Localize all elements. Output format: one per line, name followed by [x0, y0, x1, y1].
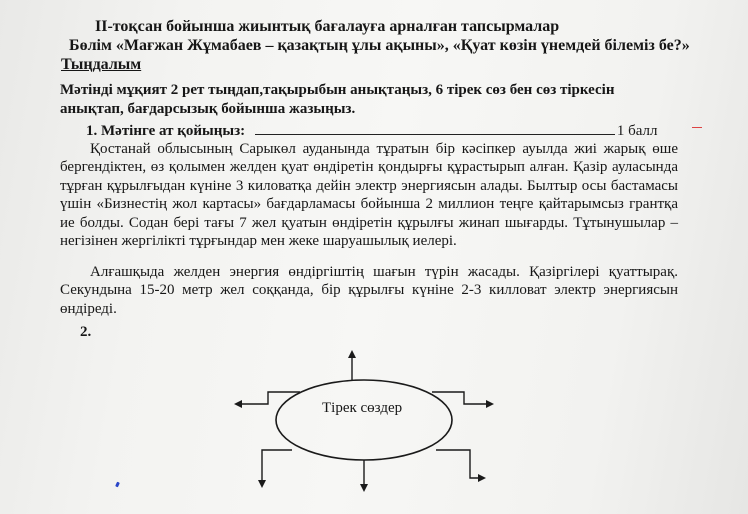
text-paragraph-1: Қостанай облысының Сарыкөл ауданында тұратын бір кәсіпкер ауылда жиі жарық өше бергендіктен, өз қолымен желден қуат өндіретін қондырғы құрастырып алған. Қазір ауласында тұрған құрылғыдан күніне 3 киловатқа дейін электр энергиясын алады. Былтыр осы бастамасы үшін «Бизнестің жол картасы» бағдарламасы бойынша 2 миллион теңге қайтарымсыз грантқа ие болды. Содан бері тағы 7 жел қуатын өндіретін құрылғы жинап шығарды. Тұтынушылар – негізінен жергілікті тұрғындар мен жеке шаруашылық иелері.: [60, 141, 678, 250]
key-words-oval: [276, 380, 452, 460]
instruction-line-1: Мәтінді мұқият 2 рет тыңдап,тақырыбын анықтаңыз, 6 тірек сөз бен сөз тіркесін: [60, 82, 615, 98]
document-title: ІІ-тоқсан бойынша жиынтық бағалауға арналған тапсырмалар: [95, 18, 560, 35]
task-1-points: 1 балл: [616, 123, 658, 139]
section-heading: Тыңдалым: [61, 56, 142, 73]
task-1-number: 1.: [86, 123, 98, 139]
task-1-label: Мәтінге ат қойыңыз:: [101, 123, 246, 139]
task-2-number: 2.: [80, 324, 92, 340]
text-paragraph-2: Алғашқыда желден энергия өндіргіштің шағын түрін жасады. Қазіргілері қуаттырақ. Секундына 15-20 метр жел соққанда, бір құрылғы күніне 2-3 килловат электр энергиясын өндіреді.: [60, 264, 678, 317]
diagram-branch-upper-right: [432, 392, 492, 404]
diagram-branch-lower-left: [262, 450, 292, 486]
diagram-center-label: Тірек сөздер: [322, 400, 403, 416]
diagram-branch-lower-right: [436, 450, 484, 478]
document-subtitle: Бөлім «Мағжан Жұмабаев – қазақтың ұлы ақыны», «Қуат көзін үнемдей білеміз бе?»: [69, 37, 690, 54]
instruction-line-2: анықтап, бағдарсызық бойынша жазыңыз.: [60, 101, 356, 117]
